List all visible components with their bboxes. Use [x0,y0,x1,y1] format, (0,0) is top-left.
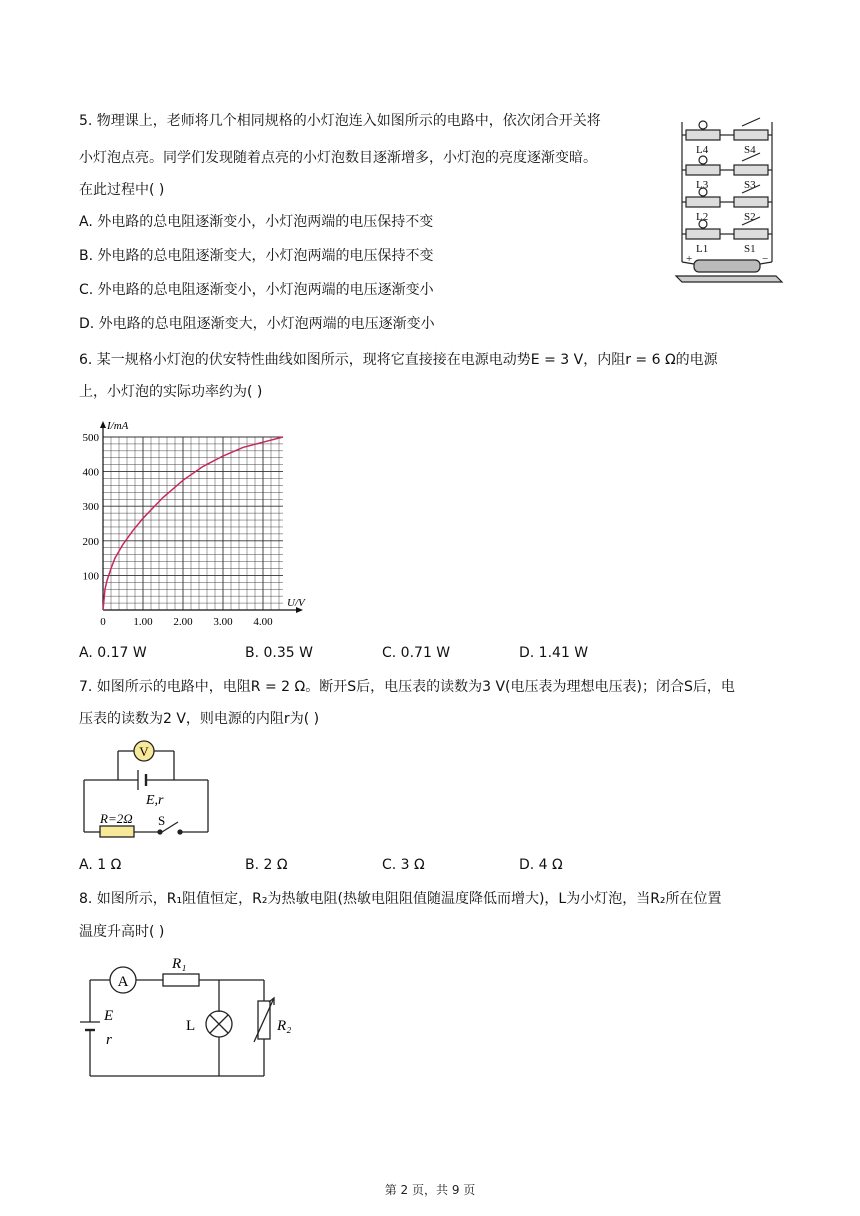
iv-curve-chart [70,418,305,628]
chart-labels [83,420,307,628]
q5-option-c: C. 外电路的总电阻逐渐变小，小灯泡两端的电压逐渐变小 [79,282,434,298]
switch-label-s4: S4 [744,144,756,156]
q8-stem-line-1: 8. 如图所示，R₁阻值恒定，R₂为热敏电阻(热敏电阻阻值随温度降低而增大)，L为小灯泡，当R₂所在位置 [79,891,722,907]
switch-label-s3: S3 [744,179,756,191]
lamp-label-l1: L1 [696,243,709,255]
y-tick-label: 200 [82,535,99,548]
q7-option-b: B. 2 Ω [245,857,288,873]
lamp-label-l2: L2 [696,211,709,223]
x-tick-label: 3.00 [213,616,233,628]
switch-label-s2: S2 [744,211,756,223]
q5-circuit-figure [672,112,782,282]
q5-option-b: B. 外电路的总电阻逐渐变大，小灯泡两端的电压保持不变 [79,248,434,264]
x-axis-label: U/V [287,597,305,609]
resistor-label: R=2Ω [100,811,133,826]
emf-label: E [104,1008,114,1024]
q7-option-c: C. 3 Ω [382,857,425,873]
q5-option-a: A. 外电路的总电阻逐渐变小，小灯泡两端的电压保持不变 [79,214,434,230]
y-tick-label: 500 [82,432,99,444]
y-tick-label: 400 [82,466,99,479]
q6-stem-line-1: 6. 某一规格小灯泡的伏安特性曲线如图所示，现将它直接接在电源电动势E = 3 V，内阻r = 6 Ω的电源 [79,352,718,368]
q7-option-a: A. 1 Ω [79,857,122,873]
q7-circuit-figure [82,740,212,836]
r1-label: R₁ [172,956,187,972]
source-label: E,r [146,793,164,808]
y-tick-label: 100 [82,570,99,583]
chart-grid [103,437,283,610]
iv-curve-line [103,437,283,610]
q7-option-d: D. 4 Ω [519,857,563,873]
q6-option-a: A. 0.17 W [79,645,147,661]
switch-label-s1: S1 [744,243,756,255]
x-tick-label: 1.00 [133,616,153,628]
switch-label: S [158,813,166,828]
q7-stem-line-2: 压表的读数为2 V，则电源的内阻r为( ) [79,711,320,727]
q6-option-d: D. 1.41 W [519,645,589,661]
q7-stem-line-1: 7. 如图所示的电路中，电阻R = 2 Ω。断开S后，电压表的读数为3 V(电压表为理想电压表)；闭合S后，电 [79,679,735,695]
x-tick-label: 0 [100,616,106,628]
chart-curve-layer [103,437,283,610]
x-tick-label: 4.00 [253,616,273,628]
q8-stem-line-2: 温度升高时( ) [79,924,165,940]
q6-option-b: B. 0.35 W [245,645,313,661]
battery-minus-label: − [762,253,769,265]
q8-circuit-figure [88,950,292,1082]
q6-stem-line-2: 上，小灯泡的实际功率约为( ) [79,384,263,400]
page-footer: 第 2 页，共 9 页 [384,1183,476,1197]
q5-stem-line-1: 5. 物理课上，老师将几个相同规格的小灯泡连入如图所示的电路中，依次闭合开关将 [79,113,601,129]
ammeter-label: A [117,974,129,990]
internal-resistance-label: r [106,1032,112,1048]
q5-option-d: D. 外电路的总电阻逐渐变大，小灯泡两端的电压逐渐变小 [79,316,435,332]
r2-label: R₂ [277,1018,292,1034]
lamp-label-l4: L4 [696,144,709,156]
x-tick-label: 2.00 [173,616,193,628]
q6-option-c: C. 0.71 W [382,645,451,661]
y-axis-label: I/mA [107,420,129,432]
q5-stem-line-3: 在此过程中( ) [79,182,165,198]
lamp-label: L [186,1018,196,1034]
voltmeter-label: V [139,744,149,759]
chart-axes [100,421,303,613]
lamp-label-l3: L3 [696,179,709,191]
battery-plus-label: + [686,253,693,265]
q5-stem-line-2: 小灯泡点亮。同学们发现随着点亮的小灯泡数目逐渐增多，小灯泡的亮度逐渐变暗。 [79,150,597,166]
y-tick-label: 300 [82,501,99,514]
y-axis-arrow-icon [100,421,106,428]
